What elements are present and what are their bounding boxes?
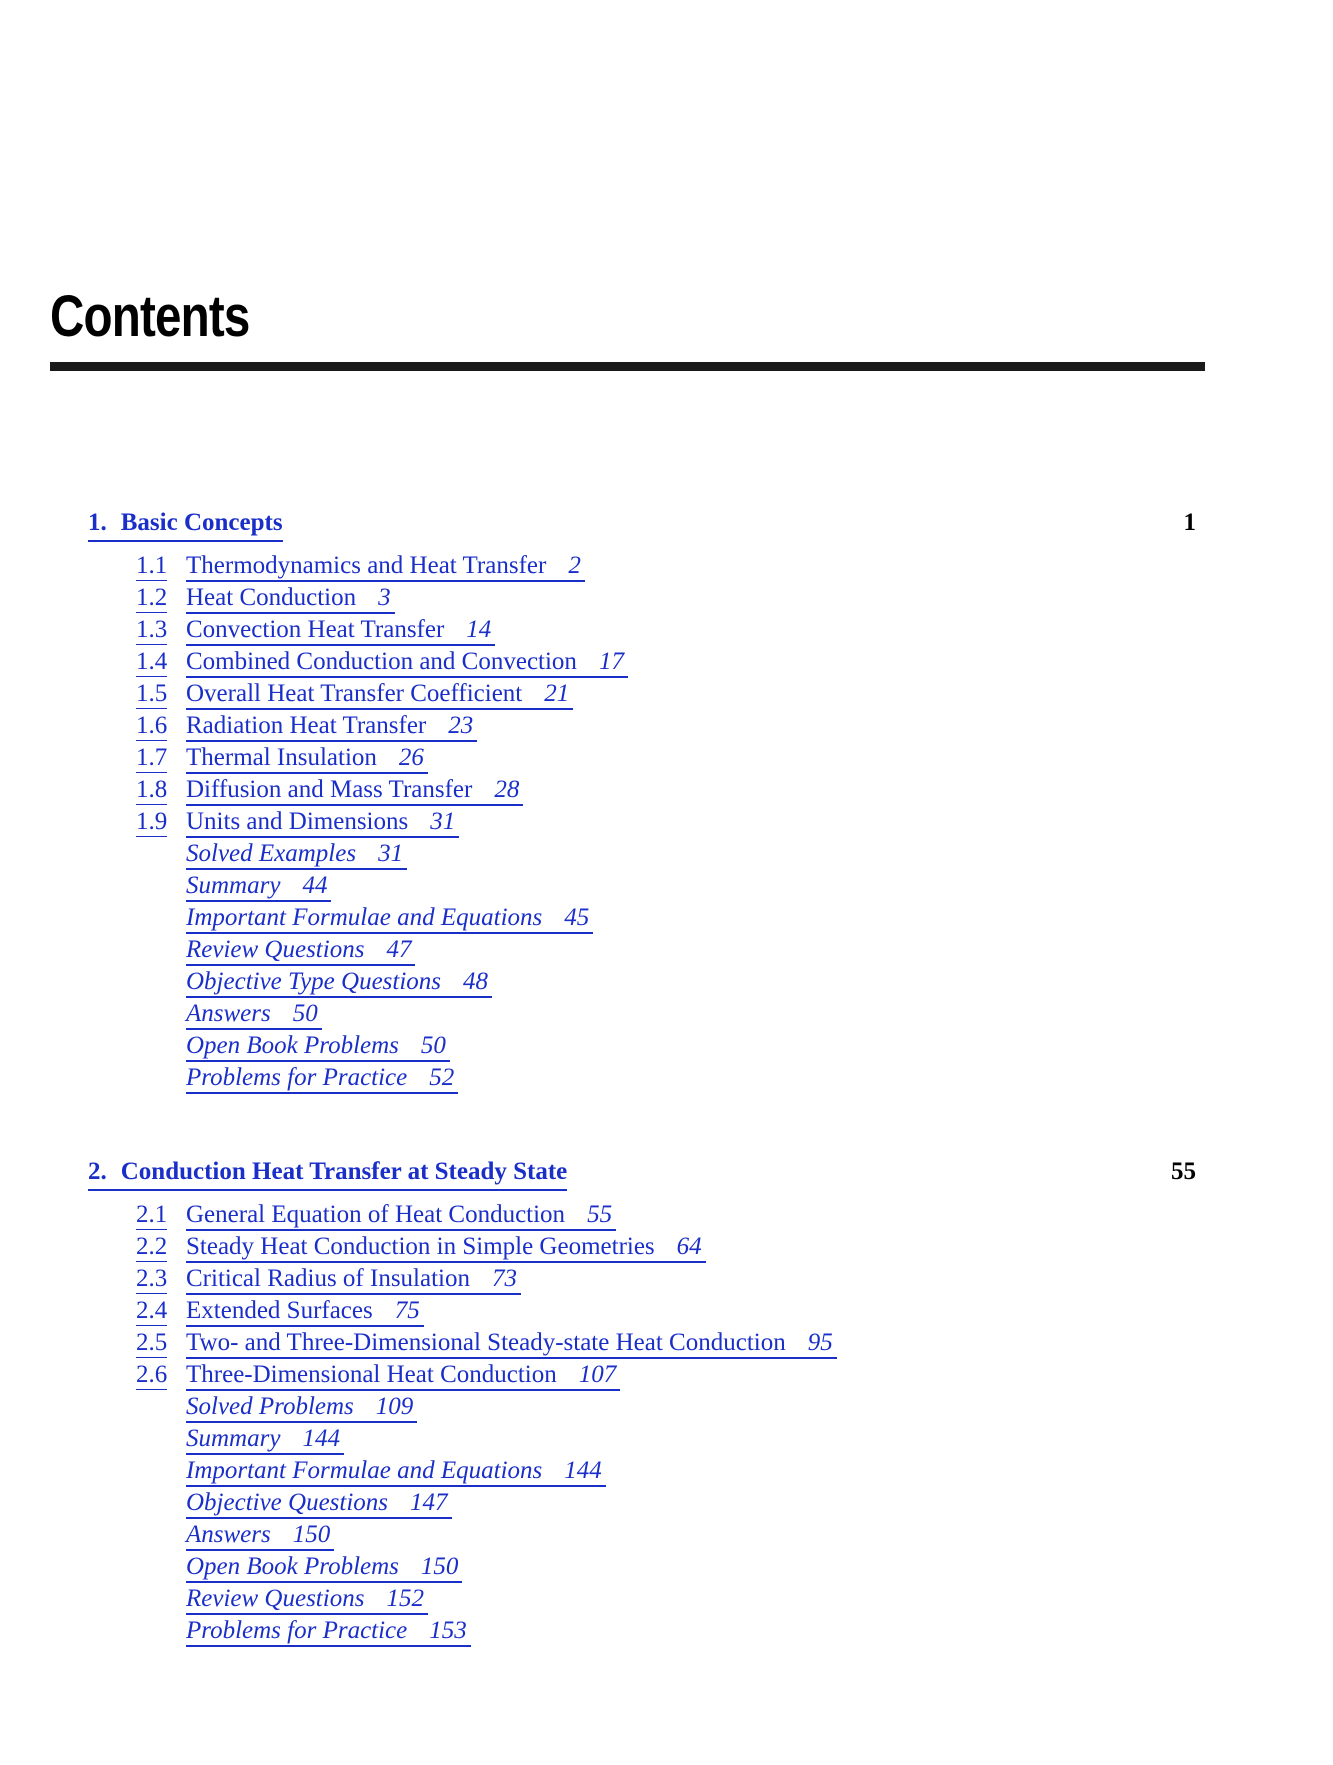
section-link[interactable]: Radiation Heat Transfer 23 <box>186 712 477 742</box>
section-link[interactable]: Overall Heat Transfer Coefficient 21 <box>186 680 573 710</box>
section-link[interactable]: Steady Heat Conduction in Simple Geometries 64 <box>186 1233 706 1263</box>
section-number: 1.2 <box>136 584 168 611</box>
section-link[interactable]: Units and Dimensions 31 <box>186 808 459 838</box>
extra-link[interactable]: Important Formulae and Equations 144 <box>186 1457 606 1487</box>
toc-extra-entry <box>88 936 1198 968</box>
page-title: Contents <box>50 284 250 349</box>
extra-link[interactable]: Open Book Problems 50 <box>186 1032 450 1062</box>
chapter-1-link[interactable] <box>88 506 283 542</box>
section-number: 1.8 <box>136 776 168 803</box>
chapter-2 <box>88 1155 1198 1649</box>
section-list <box>88 552 1198 1096</box>
toc-entry <box>88 616 1198 648</box>
extra-link[interactable]: Review Questions 152 <box>186 1585 428 1615</box>
section-number: 2.6 <box>136 1361 168 1388</box>
section-number: 1.6 <box>136 712 168 739</box>
extra-link[interactable]: Solved Problems 109 <box>186 1393 417 1423</box>
toc-extra-entry <box>88 1457 1198 1489</box>
toc-entry <box>88 1329 1198 1361</box>
toc-extra-entry <box>88 872 1198 904</box>
extra-link[interactable]: Summary 144 <box>186 1425 344 1455</box>
section-number: 2.5 <box>136 1329 168 1356</box>
toc-extra-entry <box>88 1553 1198 1585</box>
section-number: 1.1 <box>136 552 168 579</box>
chapter-2-link[interactable] <box>88 1155 567 1191</box>
section-link[interactable]: Two- and Three-Dimensional Steady-state Heat Conduction 95 <box>186 1329 837 1359</box>
toc-entry <box>88 648 1198 680</box>
title-rule <box>50 362 1205 371</box>
toc-extra-entry <box>88 904 1198 936</box>
toc-extra-entry <box>88 968 1198 1000</box>
chapter-1 <box>88 506 1198 1096</box>
section-number: 1.4 <box>136 648 168 675</box>
extra-link[interactable]: Answers 150 <box>186 1521 334 1551</box>
section-link[interactable]: Combined Conduction and Convection 17 <box>186 648 628 678</box>
toc-extra-entry <box>88 840 1198 872</box>
section-number: 2.3 <box>136 1265 168 1292</box>
section-link[interactable]: Diffusion and Mass Transfer 28 <box>186 776 523 806</box>
chapter-number: 2. <box>88 1158 107 1185</box>
extra-link[interactable]: Summary 44 <box>186 872 331 902</box>
toc-extra-entry <box>88 1521 1198 1553</box>
toc-entry <box>88 1233 1198 1265</box>
toc-extra-entry <box>88 1000 1198 1032</box>
toc-extra-entry <box>88 1585 1198 1617</box>
section-link[interactable]: Heat Conduction 3 <box>186 584 395 614</box>
toc-entry <box>88 776 1198 808</box>
chapter-title: Basic Concepts <box>120 509 283 536</box>
toc-extra-entry <box>88 1032 1198 1064</box>
toc-entry <box>88 584 1198 616</box>
extra-link[interactable]: Answers 50 <box>186 1000 322 1030</box>
section-link[interactable]: Critical Radius of Insulation 73 <box>186 1265 521 1295</box>
extra-link[interactable]: Problems for Practice 153 <box>186 1617 471 1647</box>
toc-entry <box>88 808 1198 840</box>
extra-link[interactable]: Solved Examples 31 <box>186 840 407 870</box>
toc-entry <box>88 1361 1198 1393</box>
section-list <box>88 1201 1198 1649</box>
section-link[interactable]: Three-Dimensional Heat Conduction 107 <box>186 1361 620 1391</box>
chapter-heading <box>88 506 1198 546</box>
chapter-number: 1. <box>88 509 107 536</box>
section-link[interactable]: Extended Surfaces 75 <box>186 1297 424 1327</box>
extra-link[interactable]: Open Book Problems 150 <box>186 1553 462 1583</box>
section-link[interactable]: Thermodynamics and Heat Transfer 2 <box>186 552 585 582</box>
section-link[interactable]: General Equation of Heat Conduction 55 <box>186 1201 616 1231</box>
section-number: 1.3 <box>136 616 168 643</box>
extra-link[interactable]: Objective Type Questions 48 <box>186 968 492 998</box>
toc-entry <box>88 712 1198 744</box>
toc-extra-entry <box>88 1425 1198 1457</box>
extra-link[interactable]: Problems for Practice 52 <box>186 1064 458 1094</box>
toc-entry <box>88 552 1198 584</box>
section-number: 2.1 <box>136 1201 168 1228</box>
section-number: 2.2 <box>136 1233 168 1260</box>
toc-entry <box>88 1201 1198 1233</box>
toc-extra-entry <box>88 1489 1198 1521</box>
toc-entry <box>88 1265 1198 1297</box>
extra-link[interactable]: Review Questions 47 <box>186 936 415 966</box>
toc-entry <box>88 744 1198 776</box>
chapter-title: Conduction Heat Transfer at Steady State <box>120 1158 568 1185</box>
toc-extra-entry <box>88 1617 1198 1649</box>
toc-extra-entry <box>88 1064 1198 1096</box>
toc-entry <box>88 680 1198 712</box>
section-number: 1.9 <box>136 808 168 835</box>
chapter-heading <box>88 1155 1198 1195</box>
toc-entry <box>88 1297 1198 1329</box>
toc-extra-entry <box>88 1393 1198 1425</box>
extra-link[interactable]: Important Formulae and Equations 45 <box>186 904 593 934</box>
chapter-page-number: 55 <box>1171 1158 1196 1185</box>
section-number: 2.4 <box>136 1297 168 1324</box>
chapter-page-number: 1 <box>1183 509 1196 536</box>
section-link[interactable]: Thermal Insulation 26 <box>186 744 428 774</box>
section-link[interactable]: Convection Heat Transfer 14 <box>186 616 495 646</box>
section-number: 1.7 <box>136 744 168 771</box>
section-number: 1.5 <box>136 680 168 707</box>
extra-link[interactable]: Objective Questions 147 <box>186 1489 452 1519</box>
